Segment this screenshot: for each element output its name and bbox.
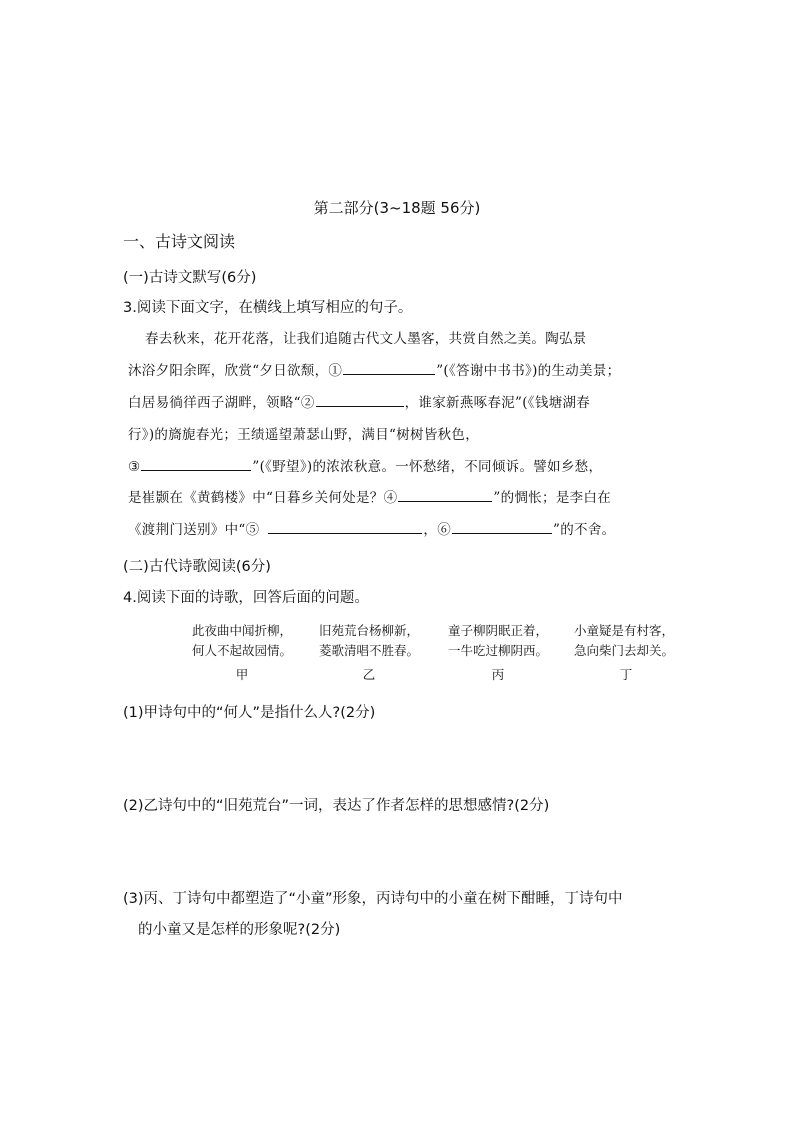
question-3: 3.阅读下面文字，在横线上填写相应的句子。	[123, 300, 413, 316]
sub2-heading: (二)古代诗歌阅读(6分)	[123, 559, 271, 575]
passage-text: 白居易徜徉西子湖畔，领略“	[128, 395, 301, 411]
passage-text: ”(《答谢中书书》)的生动美景；	[436, 363, 621, 379]
question-4-3-line-1: (3)丙、丁诗句中都塑造了“小童”形象，丙诗句中的小童在树下酣睡，丁诗句中	[123, 891, 623, 907]
blank-4[interactable]	[398, 487, 492, 502]
passage-text: ”(《野望》)的浓浓秋意。一怀愁绪，不同倾诉。譬如乡愁，	[252, 459, 603, 475]
passage-line-7	[128, 518, 615, 538]
blank-6[interactable]	[452, 519, 552, 534]
question-4: 4.阅读下面的诗歌，回答后面的问题。	[123, 590, 369, 606]
part-title: 第二部分(3~18题 56分)	[313, 199, 481, 217]
passage-text: ”的惆怅；是李白在	[493, 490, 612, 506]
passage-line-4: 行》)的旖旎春光；王绩遥望萧瑟山野，满目“树树皆秋色，	[128, 427, 480, 443]
blank-3[interactable]	[141, 456, 251, 471]
poem-line: 童子柳阴眠正着，	[448, 623, 549, 638]
poem-yi	[319, 621, 419, 683]
passage-line-3	[128, 391, 590, 411]
poem-line: 一牛吃过柳阴西。	[448, 643, 549, 658]
blank-5[interactable]	[268, 519, 422, 534]
poem-line: 急向柴门去却关。	[574, 643, 675, 658]
poem-label: 丙	[491, 667, 505, 682]
poem-line: 旧苑荒台杨柳新，	[319, 623, 420, 638]
passage-text: ，	[423, 522, 438, 538]
blank-2[interactable]	[316, 392, 404, 407]
sub1-heading: (一)古诗文默写(6分)	[123, 270, 257, 286]
passage-text: 是崔颢在《黄鹤楼》中“日暮乡关何处是？	[128, 490, 384, 506]
blank-1[interactable]	[343, 360, 435, 375]
passage-line-5	[128, 455, 602, 475]
blank-number-6: ⑥	[437, 522, 452, 538]
poem-line: 小童疑是有村客，	[574, 623, 675, 638]
passage-text: ”的不舍。	[553, 522, 616, 538]
blank-number-5: ⑤	[245, 522, 260, 538]
blank-number-1: ①	[328, 363, 343, 379]
blank-number-3: ③	[128, 459, 141, 475]
passage-text: ，谁家新燕啄春泥”(《钱塘湖春	[404, 395, 591, 411]
passage-text: 《渡荆门送别》中“	[128, 522, 246, 538]
blank-number-2: ②	[300, 395, 315, 411]
passage-text: 沐浴夕阳余晖，欣赏“夕日欲颓，	[128, 363, 329, 379]
poem-jia	[192, 621, 292, 683]
poem-line: 何人不起故园情。	[192, 643, 293, 658]
poem-label: 乙	[362, 667, 376, 682]
poem-label: 甲	[235, 667, 249, 682]
poem-bing	[448, 621, 548, 683]
poem-line: 此夜曲中闻折柳，	[192, 623, 293, 638]
question-4-1: (1)甲诗句中的“何人”是指什么人?(2分)	[123, 705, 376, 721]
passage-line-1: 春去秋来，花开花落，让我们追随古代文人墨客，共赏自然之美。陶弘景	[145, 331, 587, 347]
passage-line-6	[128, 486, 611, 506]
question-4-2: (2)乙诗句中的“旧苑荒台”一词，表达了作者怎样的思想感情?(2分)	[123, 798, 550, 814]
poem-ding	[574, 621, 678, 683]
poem-label: 丁	[619, 667, 633, 682]
blank-number-4: ④	[383, 490, 398, 506]
question-4-3-line-2: 的小童又是怎样的形象呢?(2分)	[138, 922, 341, 938]
section-heading: 一、古诗文阅读	[123, 232, 236, 251]
passage-line-2	[128, 359, 620, 379]
poem-line: 菱歌清唱不胜春。	[319, 643, 420, 658]
